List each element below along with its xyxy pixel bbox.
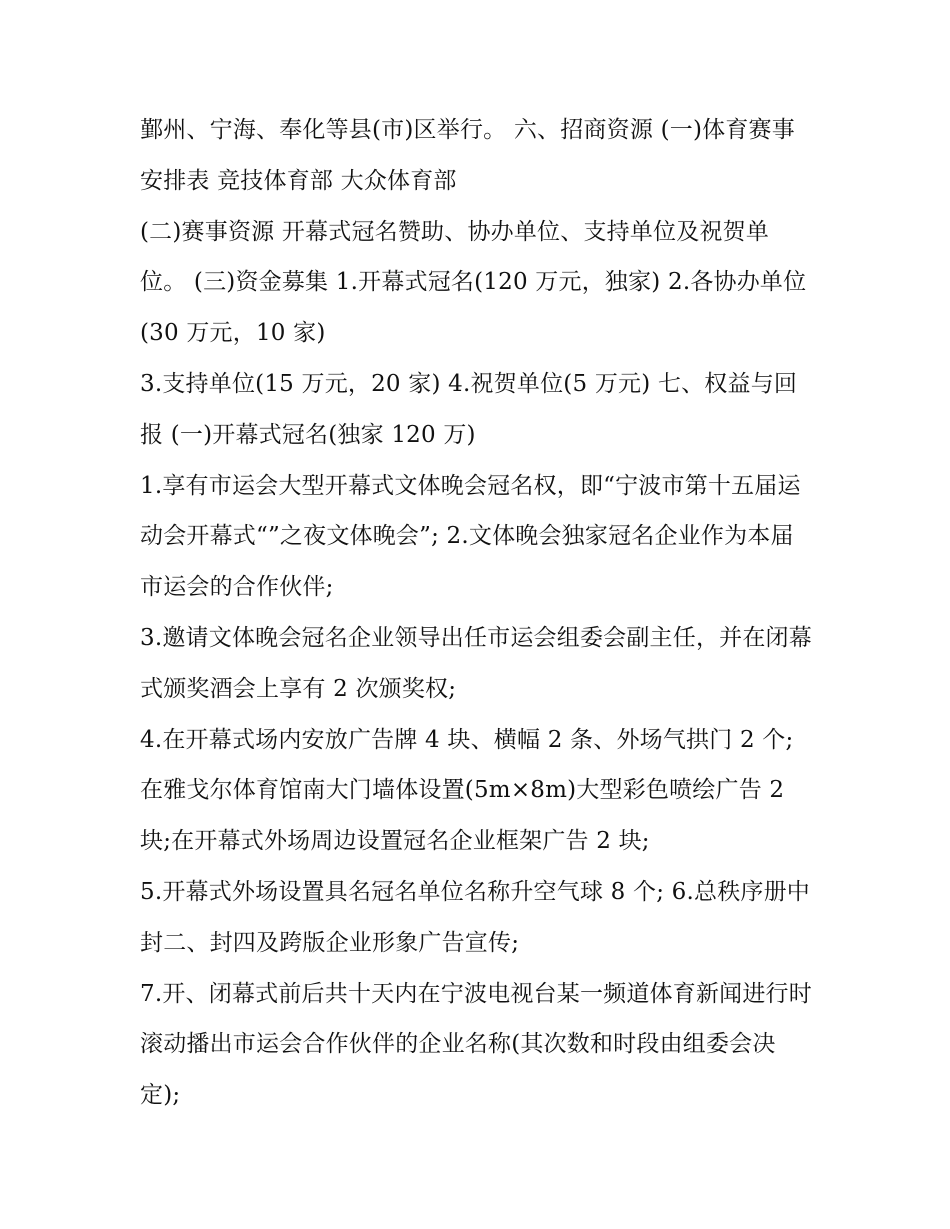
paragraph: 7.开、闭幕式前后共十天内在宁波电视台某一频道体育新闻进行时滚动播出市运会合作伙伴的企业名称(其次数和时段由组委会决定); (140, 980, 812, 1109)
paragraph: (二)赛事资源 开幕式冠名赞助、协办单位、支持单位及祝贺单位。 (三)资金募集 1.开幕式冠名(120 万元，独家) 2.各协办单位(30 万元，10 家) (140, 218, 807, 347)
document-body (140, 105, 812, 1121)
paragraph: 3.邀请文体晚会冠名企业领导出任市运会组委会副主任，并在闭幕式颁奖酒会上享有 2 次颁奖权; (140, 624, 812, 702)
paragraph: 1.享有市运会大型开幕式文体晚会冠名权，即“宁波市第十五届运动会开幕式“”之夜文体晚会”; 2.文体晚会独家冠名企业作为本届市运会的合作伙伴; (140, 472, 801, 601)
paragraph: 3.支持单位(15 万元，20 家) 4.祝贺单位(5 万元) 七、权益与回报 (一)开幕式冠名(独家 120 万) (140, 370, 798, 448)
paragraph: 4.在开幕式场内安放广告牌 4 块、横幅 2 条、外场气拱门 2 个;在雅戈尔体育馆南大门墙体设置(5m×8m)大型彩色喷绘广告 2 块;在开幕式外场周边设置冠名企业框架广告 2 块; (140, 726, 794, 855)
paragraph: 鄞州、宁海、奉化等县(市)区举行。 六、招商资源 (一)体育赛事安排表 竞技体育部 大众体育部 (140, 117, 795, 194)
paragraph: 5.开幕式外场设置具名冠名单位名称升空气球 8 个; 6.总秩序册中封二、封四及跨版企业形象广告宣传; (140, 878, 811, 956)
